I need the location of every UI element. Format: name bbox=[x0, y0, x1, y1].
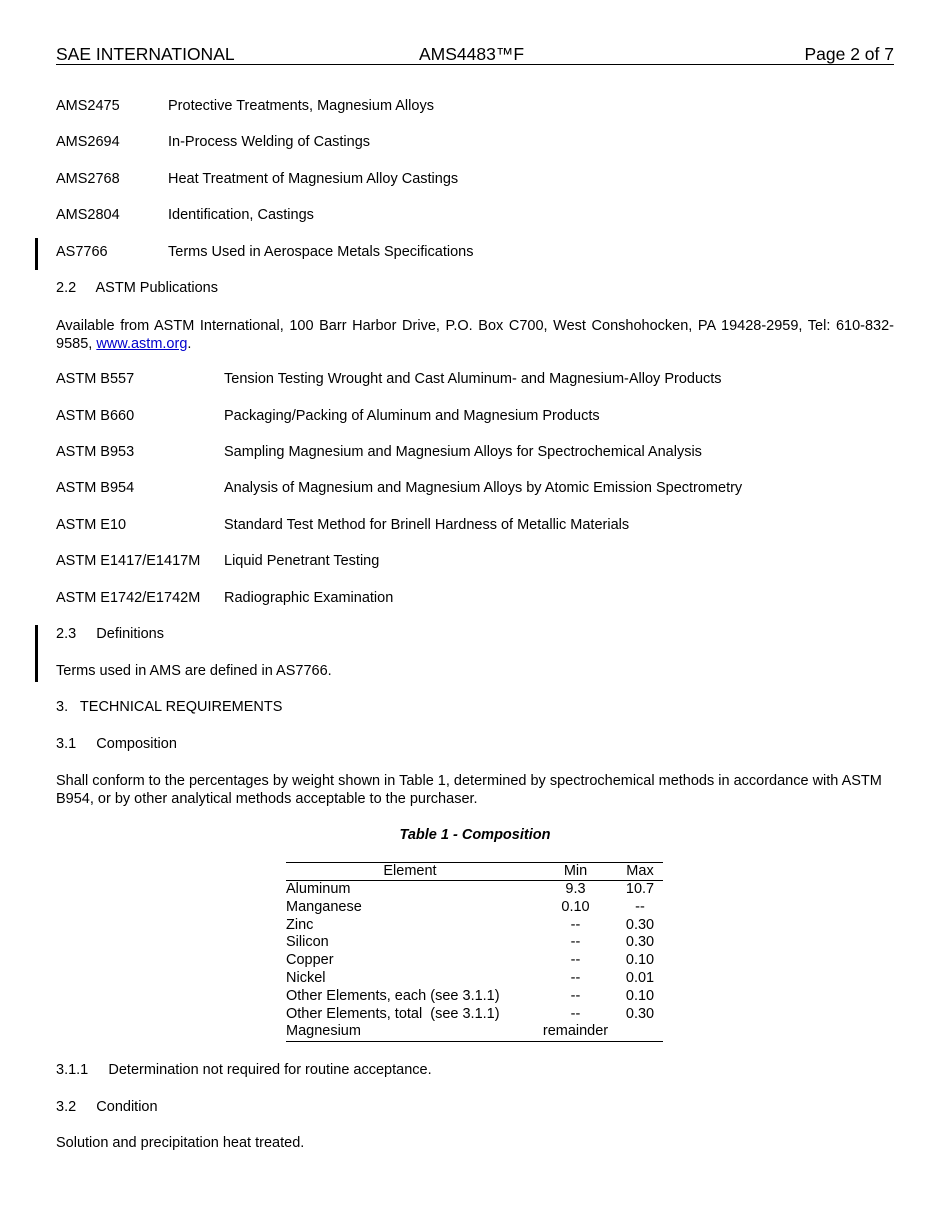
table-row bbox=[286, 952, 663, 970]
ref-title: Heat Treatment of Magnesium Alloy Castings bbox=[168, 171, 459, 187]
element-cell: Magnesium bbox=[286, 1023, 534, 1041]
condition-text: Solution and precipitation heat treated. bbox=[56, 1135, 305, 1151]
table-header-row bbox=[286, 863, 663, 881]
table-row bbox=[286, 970, 663, 988]
table-row bbox=[286, 1006, 663, 1024]
section-3-1-1-text: 3.1.1 Determination not required for routine acceptance. bbox=[56, 1062, 432, 1078]
section-heading-2-2: 2.2 ASTM Publications bbox=[56, 280, 218, 296]
element-cell: Aluminum bbox=[286, 881, 351, 897]
ref-title: Sampling Magnesium and Magnesium Alloys for Spectrochemical Analysis bbox=[224, 444, 702, 460]
ref-code: ASTM B953 bbox=[56, 444, 135, 460]
ref-title: Identification, Castings bbox=[168, 207, 314, 223]
ref-code: AMS2694 bbox=[56, 134, 120, 150]
ref-title: Radiographic Examination bbox=[224, 590, 394, 606]
min-cell: -- bbox=[570, 934, 581, 951]
header-org: SAE INTERNATIONAL bbox=[56, 44, 235, 64]
table-row bbox=[286, 917, 663, 935]
header-page-number: Page 2 of 7 bbox=[804, 44, 894, 64]
element-cell: Silicon bbox=[286, 934, 329, 951]
revision-change-bar bbox=[35, 625, 38, 682]
table-title: Table 1 - Composition bbox=[399, 827, 551, 843]
max-cell: 0.30 bbox=[625, 1005, 655, 1022]
link-suffix: . bbox=[187, 336, 192, 352]
min-cell: -- bbox=[570, 952, 581, 969]
min-cell: -- bbox=[570, 1005, 581, 1022]
ref-title: Terms Used in Aerospace Metals Specifications bbox=[168, 244, 474, 260]
ref-title: Liquid Penetrant Testing bbox=[224, 553, 380, 569]
column-header-element: Element bbox=[286, 863, 534, 881]
ref-title: Analysis of Magnesium and Magnesium Alloys by Atomic Emission Spectrometry bbox=[224, 480, 743, 496]
min-cell: 0.10 bbox=[561, 898, 590, 915]
min-cell: -- bbox=[570, 969, 581, 986]
max-cell bbox=[617, 1023, 663, 1041]
column-header-max: Max bbox=[617, 863, 663, 881]
max-cell: 10.7 bbox=[625, 881, 655, 897]
ref-title: In-Process Welding of Castings bbox=[168, 134, 371, 150]
composition-paragraph: Shall conform to the percentages by weight shown in Table 1, determined by spectrochemical methods in accordance with ASTM B954, or by other analytical methods acceptable to the purchaser. bbox=[56, 773, 882, 807]
column-header-min: Min bbox=[534, 863, 617, 881]
ref-title: Tension Testing Wrought and Cast Aluminum- and Magnesium-Alloy Products bbox=[224, 371, 722, 387]
section-heading-3-2: 3.2 Condition bbox=[56, 1099, 158, 1115]
ref-code: ASTM B954 bbox=[56, 480, 135, 496]
astm-website-link[interactable]: www.astm.org bbox=[96, 336, 188, 352]
table-row bbox=[286, 934, 663, 952]
ref-code: AMS2804 bbox=[56, 207, 120, 223]
min-cell: 9.3 bbox=[565, 881, 586, 897]
element-cell: Zinc bbox=[286, 916, 314, 933]
max-cell: -- bbox=[635, 898, 645, 915]
element-cell: Other Elements, total (see 3.1.1) bbox=[286, 1005, 500, 1022]
revision-change-bar bbox=[35, 238, 38, 270]
element-cell: Manganese bbox=[286, 898, 362, 915]
min-cell: -- bbox=[570, 987, 581, 1004]
ref-title: Standard Test Method for Brinell Hardness of Metallic Materials bbox=[224, 517, 630, 533]
element-cell: Other Elements, each (see 3.1.1) bbox=[286, 987, 500, 1004]
ref-code: AS7766 bbox=[56, 244, 108, 260]
ref-code: ASTM B557 bbox=[56, 371, 135, 387]
astm-availability-paragraph bbox=[56, 317, 894, 353]
max-cell: 0.10 bbox=[625, 987, 655, 1004]
page-header bbox=[56, 44, 894, 65]
ref-code: AMS2475 bbox=[56, 98, 120, 114]
ref-code: AMS2768 bbox=[56, 171, 120, 187]
ref-code: ASTM B660 bbox=[56, 408, 135, 424]
composition-table bbox=[286, 862, 663, 1042]
availability-text: Available from ASTM International, 100 Barr Harbor Drive, P.O. Box C700, West Conshohocken, PA 19428-2959, Tel: 610-832-9585, bbox=[56, 318, 894, 352]
min-cell: -- bbox=[570, 916, 581, 933]
max-cell: 0.10 bbox=[625, 952, 655, 969]
ref-title: Protective Treatments, Magnesium Alloys bbox=[168, 98, 434, 114]
max-cell: 0.30 bbox=[625, 934, 655, 951]
ref-code: ASTM E1417/E1417M bbox=[56, 553, 201, 569]
max-cell: 0.30 bbox=[625, 916, 655, 933]
ref-code: ASTM E10 bbox=[56, 517, 127, 533]
section-heading-3: 3. TECHNICAL REQUIREMENTS bbox=[56, 699, 283, 715]
section-heading-2-3: 2.3 Definitions bbox=[56, 626, 164, 642]
table-row bbox=[286, 899, 663, 917]
max-cell: 0.01 bbox=[625, 969, 655, 986]
ref-code: ASTM E1742/E1742M bbox=[56, 590, 201, 606]
element-cell: Copper bbox=[286, 952, 334, 969]
section-heading-3-1: 3.1 Composition bbox=[56, 736, 177, 752]
table-row bbox=[286, 1023, 663, 1041]
element-cell: Nickel bbox=[286, 969, 326, 986]
table-row bbox=[286, 881, 663, 899]
definitions-text: Terms used in AMS are defined in AS7766. bbox=[56, 663, 332, 679]
min-cell: remainder bbox=[534, 1023, 617, 1041]
table-row bbox=[286, 988, 663, 1006]
ref-title: Packaging/Packing of Aluminum and Magnesium Products bbox=[224, 408, 600, 424]
header-doc-id: AMS4483™F bbox=[419, 44, 525, 64]
